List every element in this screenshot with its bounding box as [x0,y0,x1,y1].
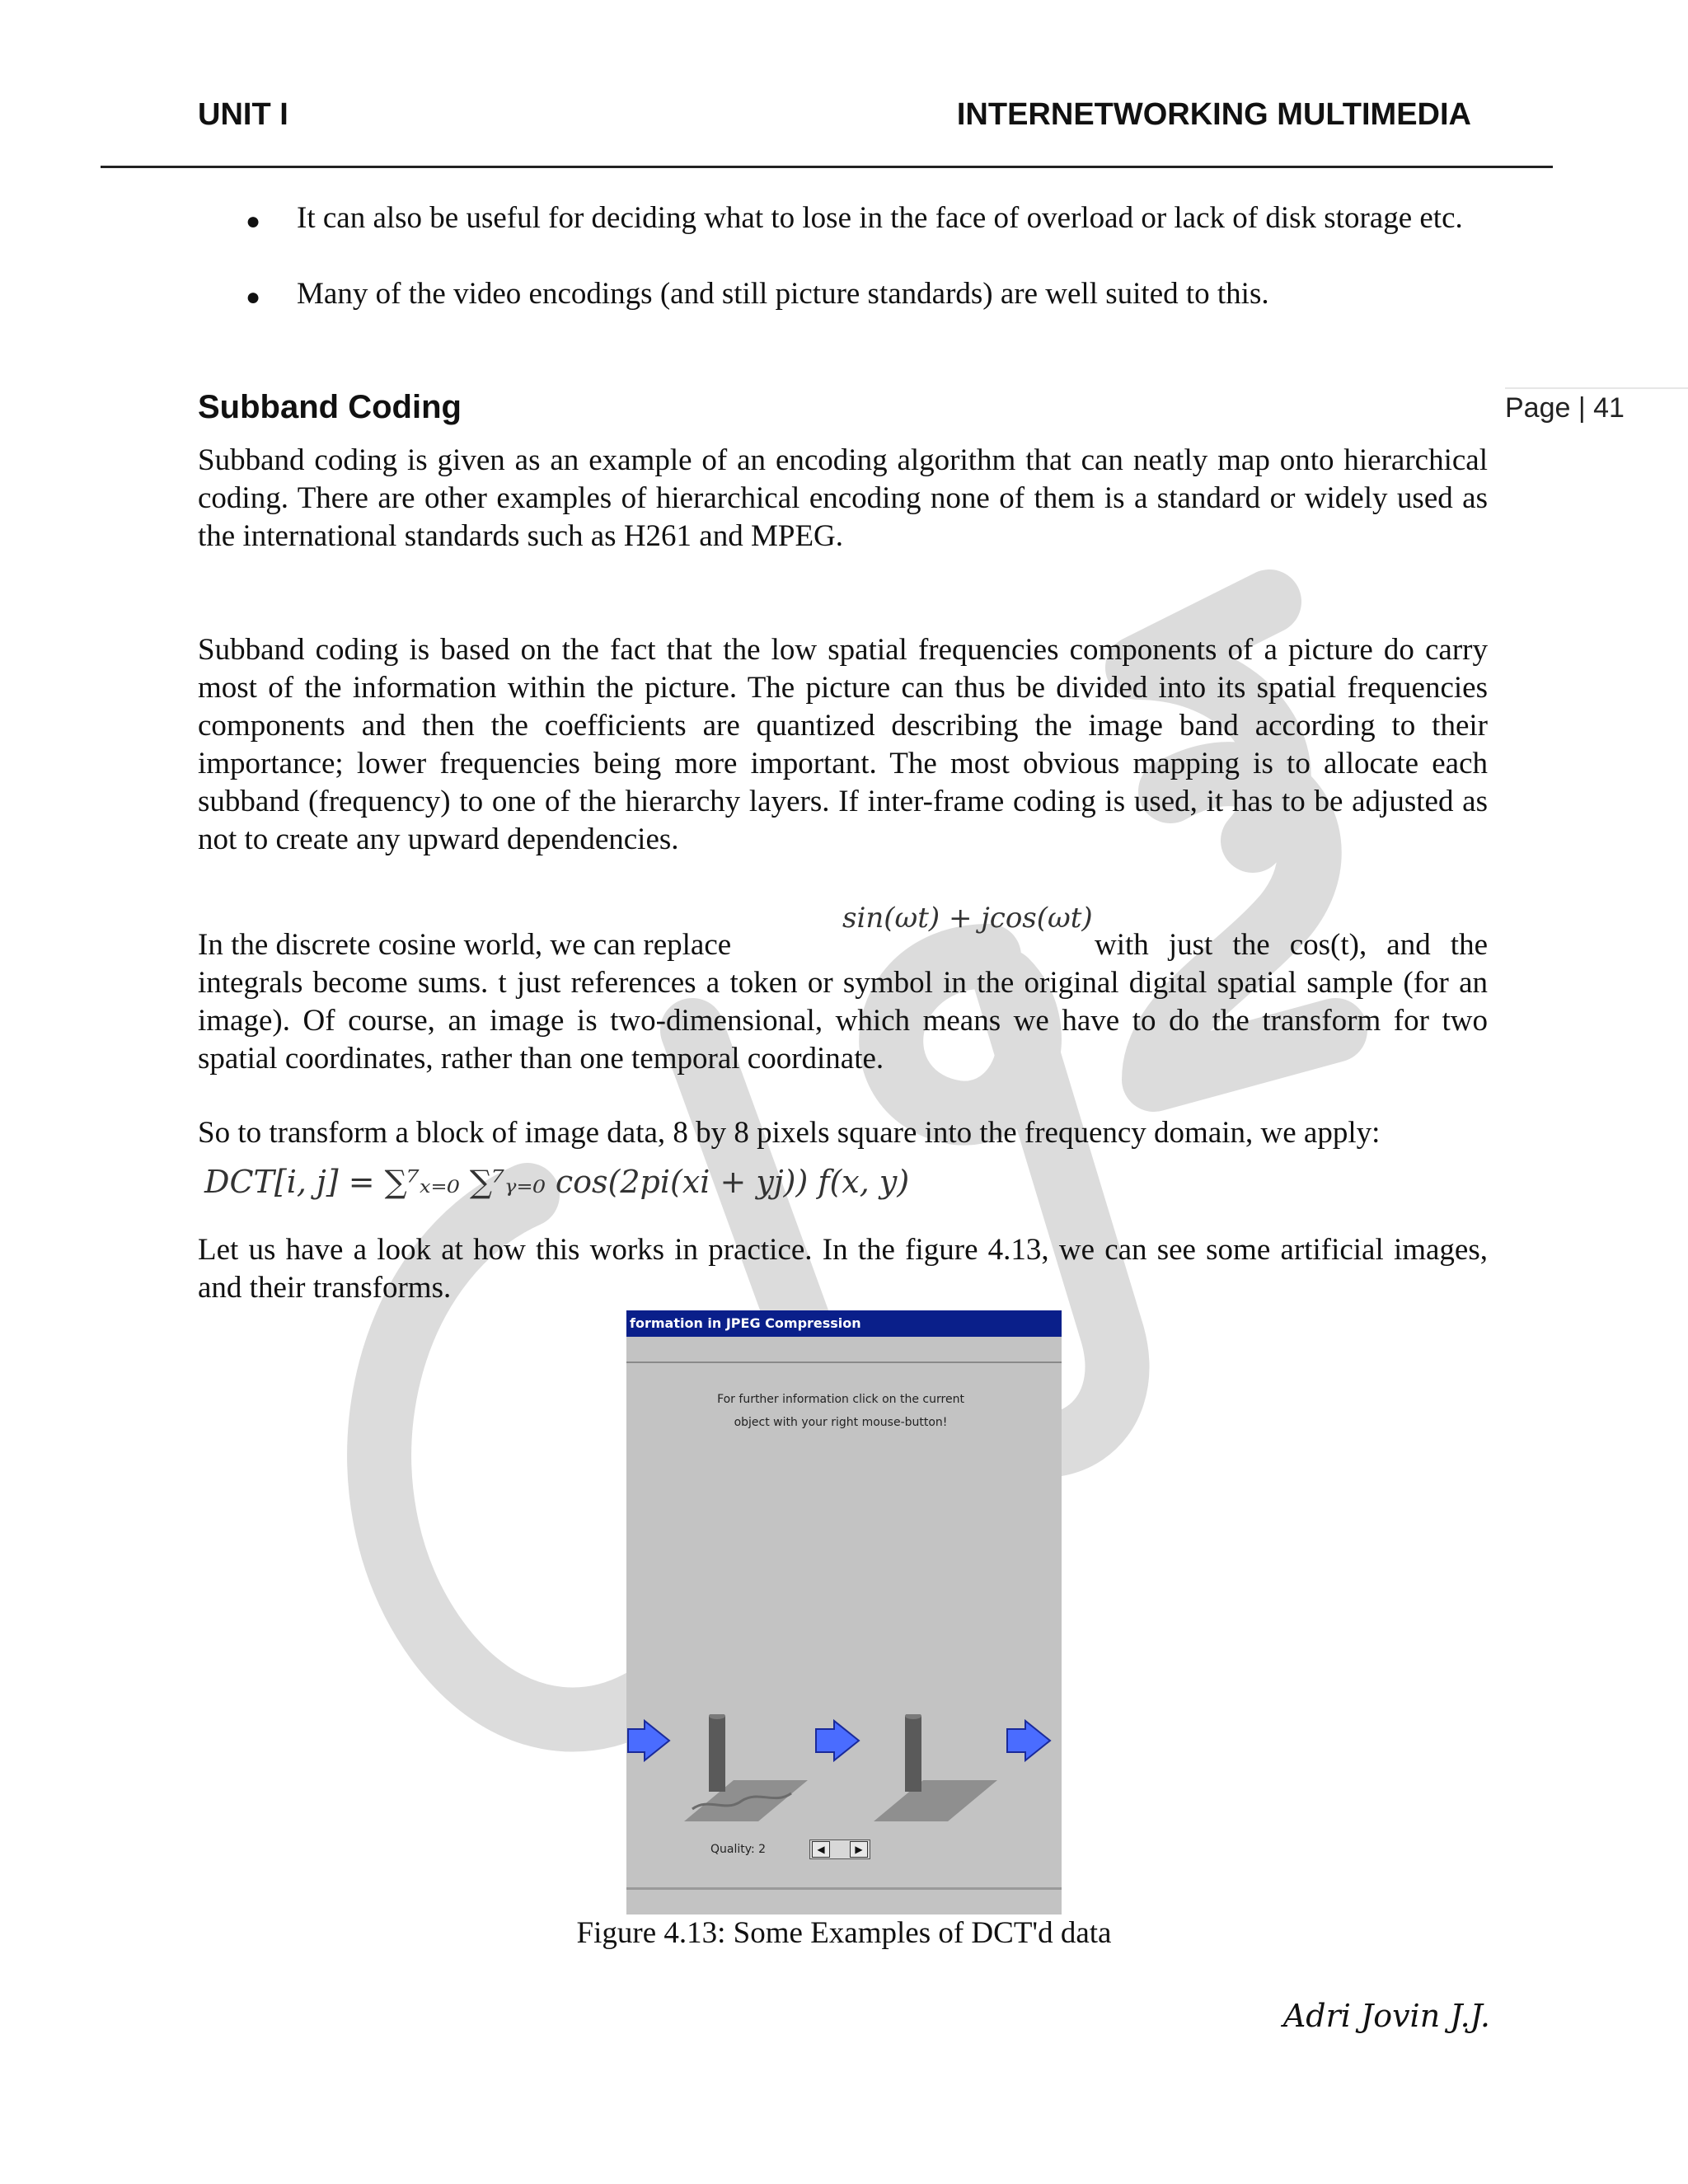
paragraph: So to transform a block of image data, 8 by 8 pixels square into the frequency domain, we apply: [198,1116,1381,1150]
inline-formula: sin(ωt) + jcos(ωt) [842,902,1093,935]
figure-caption: Figure 4.13: Some Examples of DCT'd data [576,1916,1112,1950]
figure-screenshot [626,1310,1062,1915]
header-rule [101,166,1553,168]
paragraph-continued: with just the cos(t), and the integrals become sums. t just references a token or symbol in the original digital spatial sample (for an image). Of course, an image is two-dimensional, which means we have to do the transform for two spatial coordinates, rather than one temporal coordinate. [198,928,1488,1076]
bullet-item: Many of the video encodings (and still picture standards) are well suited to this. [297,277,1269,311]
scroll-left-button[interactable]: ◀ [812,1841,830,1858]
figure-menu-bar [626,1337,1062,1363]
figure-info-line: For further information click on the current [717,1393,964,1406]
figure-info-line: object with your right mouse-button! [734,1416,948,1429]
figure-window-title: formation in JPEG Compression [626,1310,1062,1337]
arrow-icon [628,1721,669,1760]
bullet-dot: ● [246,208,261,235]
paragraph: Subband coding is given as an example of an encoding algorithm that can neatly map onto hierarchical coding. There are other examples of hierarchical encoding none of them is a standard or widely used as the international standards such as H261 and MPEG. [198,443,1488,553]
arrow-icon [1007,1721,1050,1760]
author-signature: Adri Jovin J.J. [1282,1998,1490,2034]
paragraph: Subband coding is based on the fact that the low spatial frequencies components of a picture do carry most of the information within the picture. The picture can thus be divided into its spatial frequencies components and then the coefficients are quantized describing the image band according to their importance; lower frequencies being more important. The most obvious mapping is to allocate each subband (frequency) to one of the hierarchy layers. If inter-frame coding is used, it has to be adjusted as not to create any upward dependencies. [198,633,1488,856]
section-title: Subband Coding [198,389,462,425]
bullet-item: It can also be useful for deciding what to lose in the face of overload or lack of disk storage etc. [297,201,1463,235]
page-number-rule [1505,387,1688,389]
dct-formula: DCT[i, j] = ∑⁷ₓ₌₀ ∑⁷ᵧ₌₀ cos(2pi(xi + yj)) f(x, y) [204,1164,910,1200]
header-subject: INTERNETWORKING MULTIMEDIA [956,97,1471,132]
paragraph: Let us have a look at how this works in practice. In the figure 4.13, we can see some artificial images, and their transforms. [198,1233,1488,1305]
bullet-dot: ● [246,284,261,311]
quality-label: Quality: 2 [710,1843,767,1856]
scroll-right-button[interactable]: ▶ [850,1841,868,1858]
figure-dct-illustration [626,1714,1062,1838]
paragraph-first-line-start: In the discrete cosine world, we can replace [198,928,732,962]
header-unit: UNIT I [198,97,288,132]
arrow-icon [816,1721,859,1760]
quality-scroller[interactable] [809,1840,870,1859]
figure-bottom-border [626,1887,1062,1890]
page-number: Page | 41 [1505,392,1625,424]
